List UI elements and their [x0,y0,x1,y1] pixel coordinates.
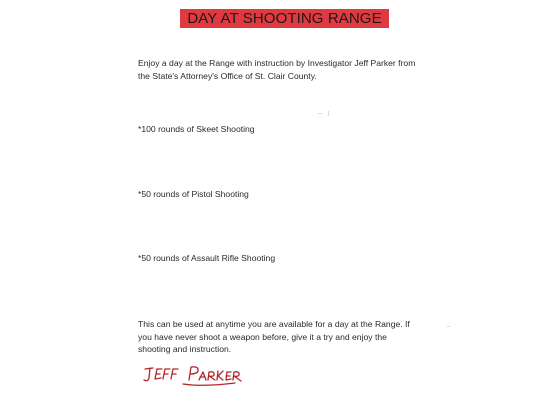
scan-speck [318,113,322,114]
list-item-skeet: *100 rounds of Skeet Shooting [138,124,255,134]
scan-speck [447,326,450,327]
list-item-pistol: *50 rounds of Pistol Shooting [138,189,249,199]
handwritten-signature [143,364,243,388]
closing-paragraph: This can be used at anytime you are available for a day at the Range. If you have never shoot a weapon before, give it a try and enjoy the shooting and instruction. [138,319,410,354]
list-item-rifle: *50 rounds of Assault Rifle Shooting [138,253,276,263]
scan-speck [328,111,329,116]
page-title: DAY AT SHOOTING RANGE [180,9,389,28]
intro-paragraph: Enjoy a day at the Range with instruction by Investigator Jeff Parker from the State's Attorney's Office of St. Clair County. [138,58,416,81]
